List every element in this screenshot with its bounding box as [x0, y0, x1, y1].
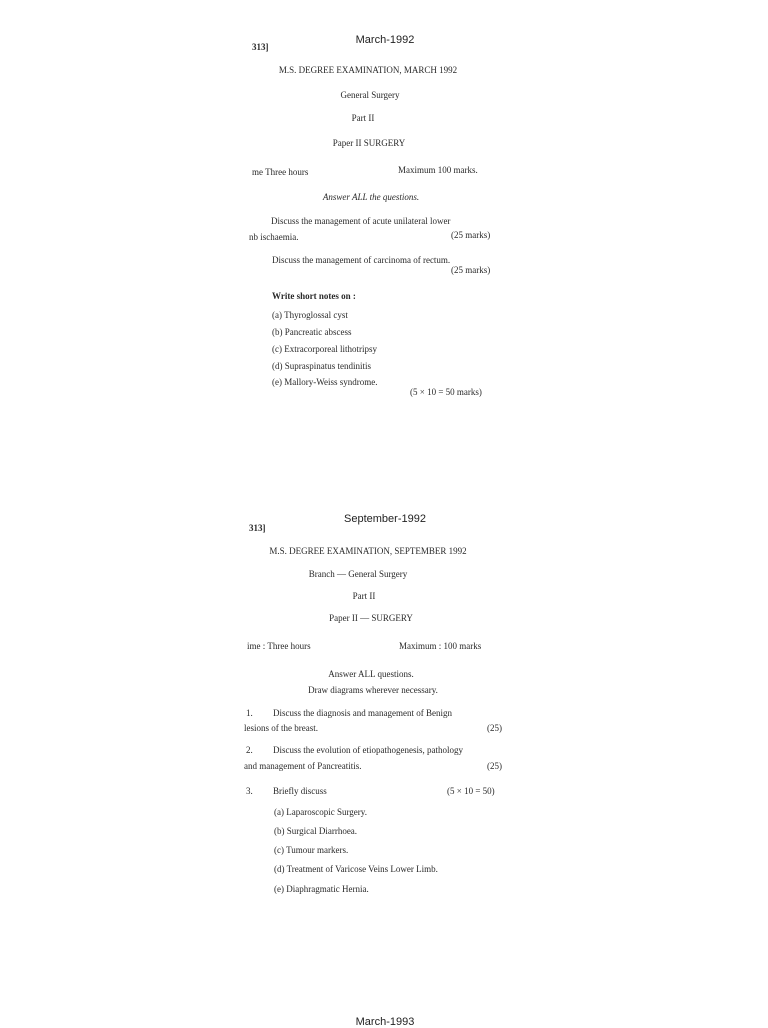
paper-label: Paper II SURGERY	[332, 138, 406, 148]
instruction: Answer ALL the questions.	[322, 192, 420, 202]
question-1-line-2: lesions of the breast.	[244, 723, 318, 733]
question-2-marks: (25 marks)	[451, 265, 491, 275]
question-1-marks: (25 marks)	[451, 230, 491, 240]
question-3-marks: (5 × 10 = 50 marks)	[410, 387, 482, 397]
time-allowed: me Three hours	[252, 167, 309, 177]
list-item: (a) Laparoscopic Surgery.	[274, 807, 367, 817]
question-3-intro: Write short notes on :	[272, 291, 356, 301]
list-item: (c) Tumour markers.	[274, 845, 349, 855]
question-1-line-1: Discuss the management of acute unilateral lower	[271, 216, 451, 226]
instruction: Draw diagrams wherever necessary.	[308, 685, 438, 695]
question-1-marks: (25)	[487, 723, 502, 733]
question-1-line-1: Discuss the diagnosis and management of Benign	[273, 708, 452, 718]
exam-title: M.S. DEGREE EXAMINATION, SEPTEMBER 1992	[269, 546, 467, 556]
question-3-marks: (5 × 10 = 50)	[447, 786, 495, 796]
question-number: 1.	[246, 708, 253, 718]
question-number: 3.	[246, 786, 253, 796]
list-item: (d) Supraspinatus tendinitis	[272, 361, 371, 371]
list-item: (d) Treatment of Varicose Veins Lower Limb.	[274, 864, 438, 874]
list-item: (e) Diaphragmatic Hernia.	[274, 884, 369, 894]
part-label: Part II	[351, 113, 375, 123]
paper-heading: March-1993	[355, 1016, 415, 1028]
list-item: (c) Extracorporeal lithotripsy	[272, 344, 377, 354]
part-label: Part II	[352, 591, 376, 601]
list-item: (a) Thyroglossal cyst	[272, 310, 348, 320]
instruction: Answer ALL questions.	[328, 669, 414, 679]
list-item: (b) Surgical Diarrhoea.	[274, 826, 358, 836]
question-3-intro: Briefly discuss	[273, 786, 327, 796]
paper-label: Paper II — SURGERY	[329, 613, 413, 623]
subject-name: General Surgery	[340, 90, 400, 100]
question-1-line-2: nb ischaemia.	[249, 232, 299, 242]
paper-code: 313]	[252, 42, 269, 52]
question-2-line-2: and management of Pancreatitis.	[244, 761, 362, 771]
maximum-marks: Maximum : 100 marks	[399, 641, 482, 651]
exam-title: M.S. DEGREE EXAMINATION, MARCH 1992	[278, 65, 458, 75]
question-2-line-1: Discuss the management of carcinoma of rectum.	[272, 255, 451, 265]
branch-name: Branch — General Surgery	[308, 569, 408, 579]
list-item: (b) Pancreatic abscess	[272, 327, 352, 337]
time-allowed: ime : Three hours	[247, 641, 311, 651]
question-2-line-1: Discuss the evolution of etiopathogenesis, pathology	[273, 745, 463, 755]
question-number: 2.	[246, 745, 253, 755]
paper-heading: March-1992	[355, 34, 415, 46]
list-item: (e) Mallory-Weiss syndrome.	[272, 377, 378, 387]
maximum-marks: Maximum 100 marks.	[398, 165, 478, 175]
paper-code: 313]	[249, 523, 266, 533]
question-2-marks: (25)	[487, 761, 502, 771]
paper-heading: September-1992	[344, 513, 426, 525]
